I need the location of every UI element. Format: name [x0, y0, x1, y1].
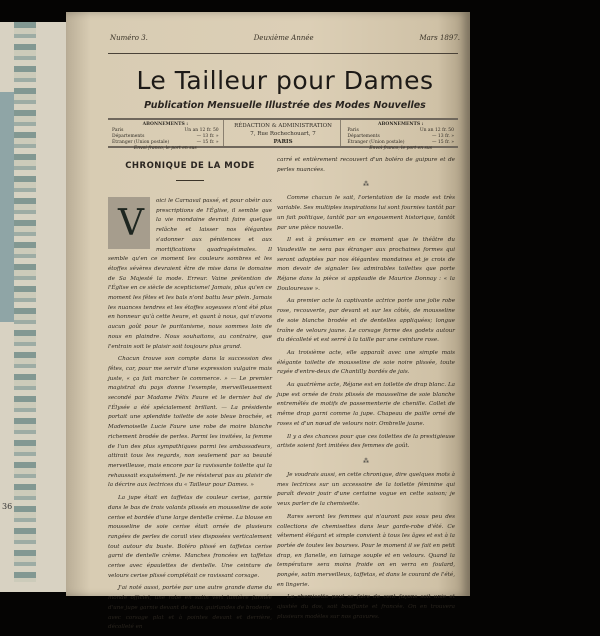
- masthead-title: Le Tailleur pour Dames: [136, 66, 434, 95]
- page-number: 36: [2, 502, 13, 511]
- masthead-subtitle: Publication Mensuelle Illustrée des Modes Nouvelles: [144, 100, 426, 111]
- admin-city: PARIS: [273, 139, 293, 145]
- issue-meta: [110, 34, 460, 42]
- subscription-boxes: [108, 118, 458, 151]
- section-separator: ⁂: [363, 457, 369, 465]
- subscription-box-left: [108, 120, 224, 151]
- article-column-right: [277, 156, 455, 626]
- facing-page: [0, 22, 68, 592]
- admin-address: 7, Rue Rochechouart, 7: [250, 131, 316, 137]
- sub-row: Étranger (Union postale) — 15 fr. »: [112, 140, 219, 145]
- fashion-plate-image: [0, 92, 14, 322]
- sub-row: Paris Un an 12 fr. 50: [112, 128, 219, 133]
- subscription-heading: ABONNEMENTS :: [378, 122, 424, 127]
- paragraph: La jupe était en taffetas de couleur cerise, garnie dans le bas de trois volants plissés en mousseline de soie cerise et bordée d'une large dentelle crème. La blouse en mousseline de soie cerise était ornée de plusieurs rangées de perles de corail vies disposées verticalement tout autour du buste. Boléro plissé en taffetas cerise garni de dentelle crème. Manches froncées en taffetas cerise avec épaulettes de dentelle. Une ceinture de velours cerise plissé complétait ce ravissant corsage.: [108, 495, 272, 579]
- sub-note: Envoi franco, le port en sus: [133, 146, 197, 151]
- subscription-heading: ABONNEMENTS :: [142, 122, 188, 127]
- section-separator: ⁂: [363, 181, 369, 189]
- heading-rule: [176, 180, 204, 181]
- paragraph: Chacun trouve son compte dans la succession des fêtes, car, pour me servir d'une expression vulgaire mais juste, « ça fait marcher le commerce. » — Le premier magistrat du pays donne l'exemple, merveilleusement secondé par Madame Félix Faure et le dernier bal de l'Élysée a été spécialement brillant. — La présidente portait une splendide toilette de soie bleue brochée, et Mademoiselle Lucie Faure une robe de moire blanche richement brodée de perles. Parmi les invitées, la femme de l'un des plus sympathiques parmi les ambassadeurs, attirait tous les regards, non seulement par sa beauté merveilleuse, mais encore par la ravissante toilette qui la rehaussait exquisément. Je ne résisterai pas au plaisir de la décrire aux lectrices du « Tailleur pour Dames. »: [108, 356, 272, 489]
- issue-year: Deuxième Année: [253, 34, 314, 42]
- paragraph: Je voudrais aussi, en cette chronique, dire quelques mots à mes lectrices sur un accessoire de la toilette féminine qui paraît devoir jouir d'une certaine vogue en cette saison; je veux parler de la chemisette.: [277, 471, 455, 508]
- paragraph: J'ai noté aussi, portée par une autre grande dame du monde officiel, une robe en satin vert lumière formée d'une jupe garnie devant de deux guirlandes de broderie, avec corsage plat et à pointes devant et derrière, décolleté en: [108, 585, 272, 631]
- sub-row: Étranger (Union postale) — 15 fr. »: [347, 140, 455, 145]
- paragraph: Au premier acte la captivante actrice porte une jolie robe rose, recouverte, par devant et sur les côtés, de mousseline de soie blanche brodée et de dentelles appliquées; longue traîne de velours jaune. Le corsage forme des godets autour du décolleté et est serré à la taille par une ceinture rose.: [277, 298, 455, 344]
- paragraph: Rares seront les femmes qui n'auront pas sous peu des collections de chemisettes dans leur garde-robe d'été. Ce vêtement élégant et simple convient à tous les âges et est à la portée de toutes les bourses. Pour le moment il se fait en petit drap, en flanelle, en lainage souple et en velours. Quand la température sera moins froide on en verra en foulard, pongée, satin merveilleux, taffetas, et dans le courant de l'été, en lingerie.: [277, 513, 455, 588]
- paragraph: Comme chacun le sait, l'orientation de la mode est très variable. Ses multiples inspirations lui sont fournies tantôt par un fait politique, tantôt par un engouement historique, tantôt par une pièce nouvelle.: [277, 195, 455, 231]
- header-rule: [108, 53, 458, 54]
- article-heading: CHRONIQUE DE LA MODE: [125, 161, 255, 171]
- admin-line1: RÉDACTION & ADMINISTRATION: [234, 123, 332, 129]
- paragraph: La chemisette peut se faire de cent façons soit unie et ajustée du dos, soit bouffante et froncée. On en trouvera plusieurs modèles sur nos gravures.: [277, 594, 455, 620]
- paragraph: oici le Carnaval passé, et pour obéir aux prescriptions de l'Église, il semble que la vie mondaine devrait faire quelque relâche et laisser nos élégantes s'adonner aux pénitences et aux mortifications quadragésimales. Il semble qu'en ce moment les couleurs sombres et les étoffes sévères devraient être de mise dans le domaine de Sa Majesté la mode. Erreur. Vaine prétention de l'Église en ce siècle de scepticisme! Jamais, plus qu'en ce moment les fêtes et les bals n'ont battu leur plein. Jamais les nuances tendres et les étoffes soyeuses n'ont été plus en honneur qu'à cette heure, et quant à nous, qui n'avons aucun goût pour le puritanisme, nous sommes loin de nous en plaindre. Nous souhaitons, au contraire, que l'entrain soit le plaisir soit toujours plus grand.: [108, 198, 272, 350]
- paragraph: Il y a des chances pour que ces toilettes de la prestigieuse artiste soient fort imitées des femmes de goût.: [277, 433, 455, 450]
- floral-border: [14, 22, 36, 582]
- article-column-left: [108, 155, 272, 636]
- paragraph: carré et entièrement recouvert d'un boléro de guipure et de perles nuancées.: [277, 157, 455, 173]
- decorative-initial: V: [108, 197, 150, 249]
- sub-row: Départements — 13 fr. »: [347, 134, 455, 139]
- issue-number: Numéro 3.: [110, 34, 148, 42]
- subscription-box-right: [343, 120, 458, 151]
- sub-note: Envoi franco, le port en sus: [369, 146, 433, 151]
- paragraph: Il est à présumer en ce moment que le théâtre du Vaudeville ne sera pas étranger aux prochaines formes qui seront adoptées par nos élégantes mondaines et je crois de mon devoir de signaler les admirables toilettes que porte Réjane dans la pièce si applaudie de Maurice Donnay : « la Douloureuse ».: [277, 237, 455, 292]
- administration-box: [226, 120, 342, 146]
- paragraph: Au quatrième acte, Réjane est en toilette de drap blanc. La jupe est ornée de trois plissés de mousseline de soie blanche entremêlés de motifs de passementerie de chenille. Collet de même drap garni comme la jupe. Chapeau de paille orné de roses et d'un nœud de velours noir. Ombrelle jaune.: [277, 382, 455, 427]
- issue-date: Mars 1897.: [419, 34, 460, 42]
- sub-row: Départements — 13 fr. »: [112, 134, 219, 139]
- paragraph: Au troisième acte, elle apparaît avec une simple mais élégante toilette de mousseline de soie noire plissée, toute rayée d'entre-deux de Chantilly bordés de jais.: [277, 349, 455, 376]
- sub-row: Paris Un an 12 fr. 50: [347, 128, 455, 133]
